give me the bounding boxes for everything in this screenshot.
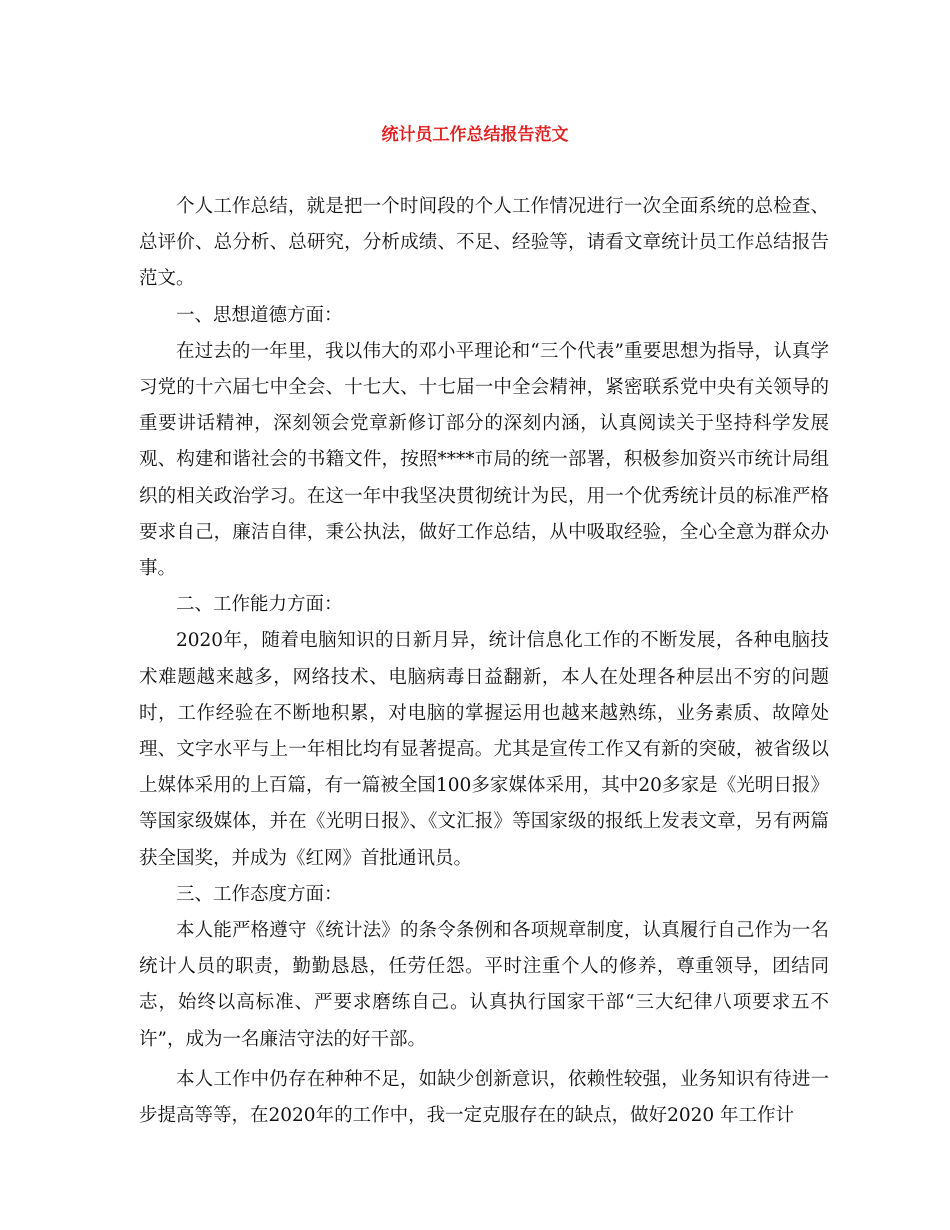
- document-title: 统计员工作总结报告范文: [381, 125, 569, 145]
- ability-paragraph: 2020年，随着电脑知识的日新月异，统计信息化工作的不断发展，各种电脑技术难题越来越多，网络技术、电脑病毒日益翻新，本人在处理各种层出不穷的问题时，工作经验在不断地积累，对电脑的掌握运用也越来越熟练，业务素质、故障处理、文字水平与上一年相比均有显著提高。尤其是宣传工作又有新的突破，被省级以上媒体采用的上百篇，有一篇被全国100多家媒体采用，其中20多家是《光明日报》等国家级媒体，并在《光明日报》、《文汇报》等国家级的报纸上发表文章，另有两篇获全国奖，并成为《红网》首批通讯员。: [139, 630, 829, 869]
- shortcomings-paragraph: 本人工作中仍存在种种不足，如缺少创新意识，依赖性较强，业务知识有待进一步提高等等，在2020年的工作中，我一定克服存在的缺点，做好2020 年工作计: [139, 1068, 829, 1127]
- attitude-paragraph: 本人能严格遵守《统计法》的条令条例和各项规章制度，认真履行自己作为一名统计人员的职责，勤勤恳恳，任劳任怨。平时注重个人的修养，尊重领导，团结同志，始终以高标准、严要求磨练自己。认真执行国家干部“三大纪律八项要求五不许”，成为一名廉洁守法的好干部。: [139, 920, 829, 1050]
- section-heading-ability: 二、工作能力方面：: [176, 594, 343, 616]
- intro-paragraph: 个人工作总结，就是把一个时间段的个人工作情况进行一次全面系统的总检查、总评价、总分析、总研究，分析成绩、不足、经验等，请看文章统计员工作总结报告范文。: [139, 196, 829, 290]
- section-heading-ideology: 一、思想道德方面：: [176, 304, 343, 326]
- section-heading-attitude: 三、工作态度方面：: [176, 883, 343, 905]
- document-body: [139, 189, 829, 1134]
- ideology-paragraph: 在过去的一年里，我以伟大的邓小平理论和“三个代表”重要思想为指导，认真学习党的十六届七中全会、十七大、十七届一中全会精神，紧密联系党中央有关领导的重要讲话精神，深刻领会党章新修订部分的深刻内涵，认真阅读关于坚持科学发展观、构建和谐社会的书籍文件，按照****市局的统一部署，积极参加资兴市统计局组织的相关政治学习。在这一年中我坚决贯彻统计为民，用一个优秀统计员的标准严格要求自己，廉洁自律，秉公执法，做好工作总结，从中吸取经验，全心全意为群众办事。: [139, 340, 829, 580]
